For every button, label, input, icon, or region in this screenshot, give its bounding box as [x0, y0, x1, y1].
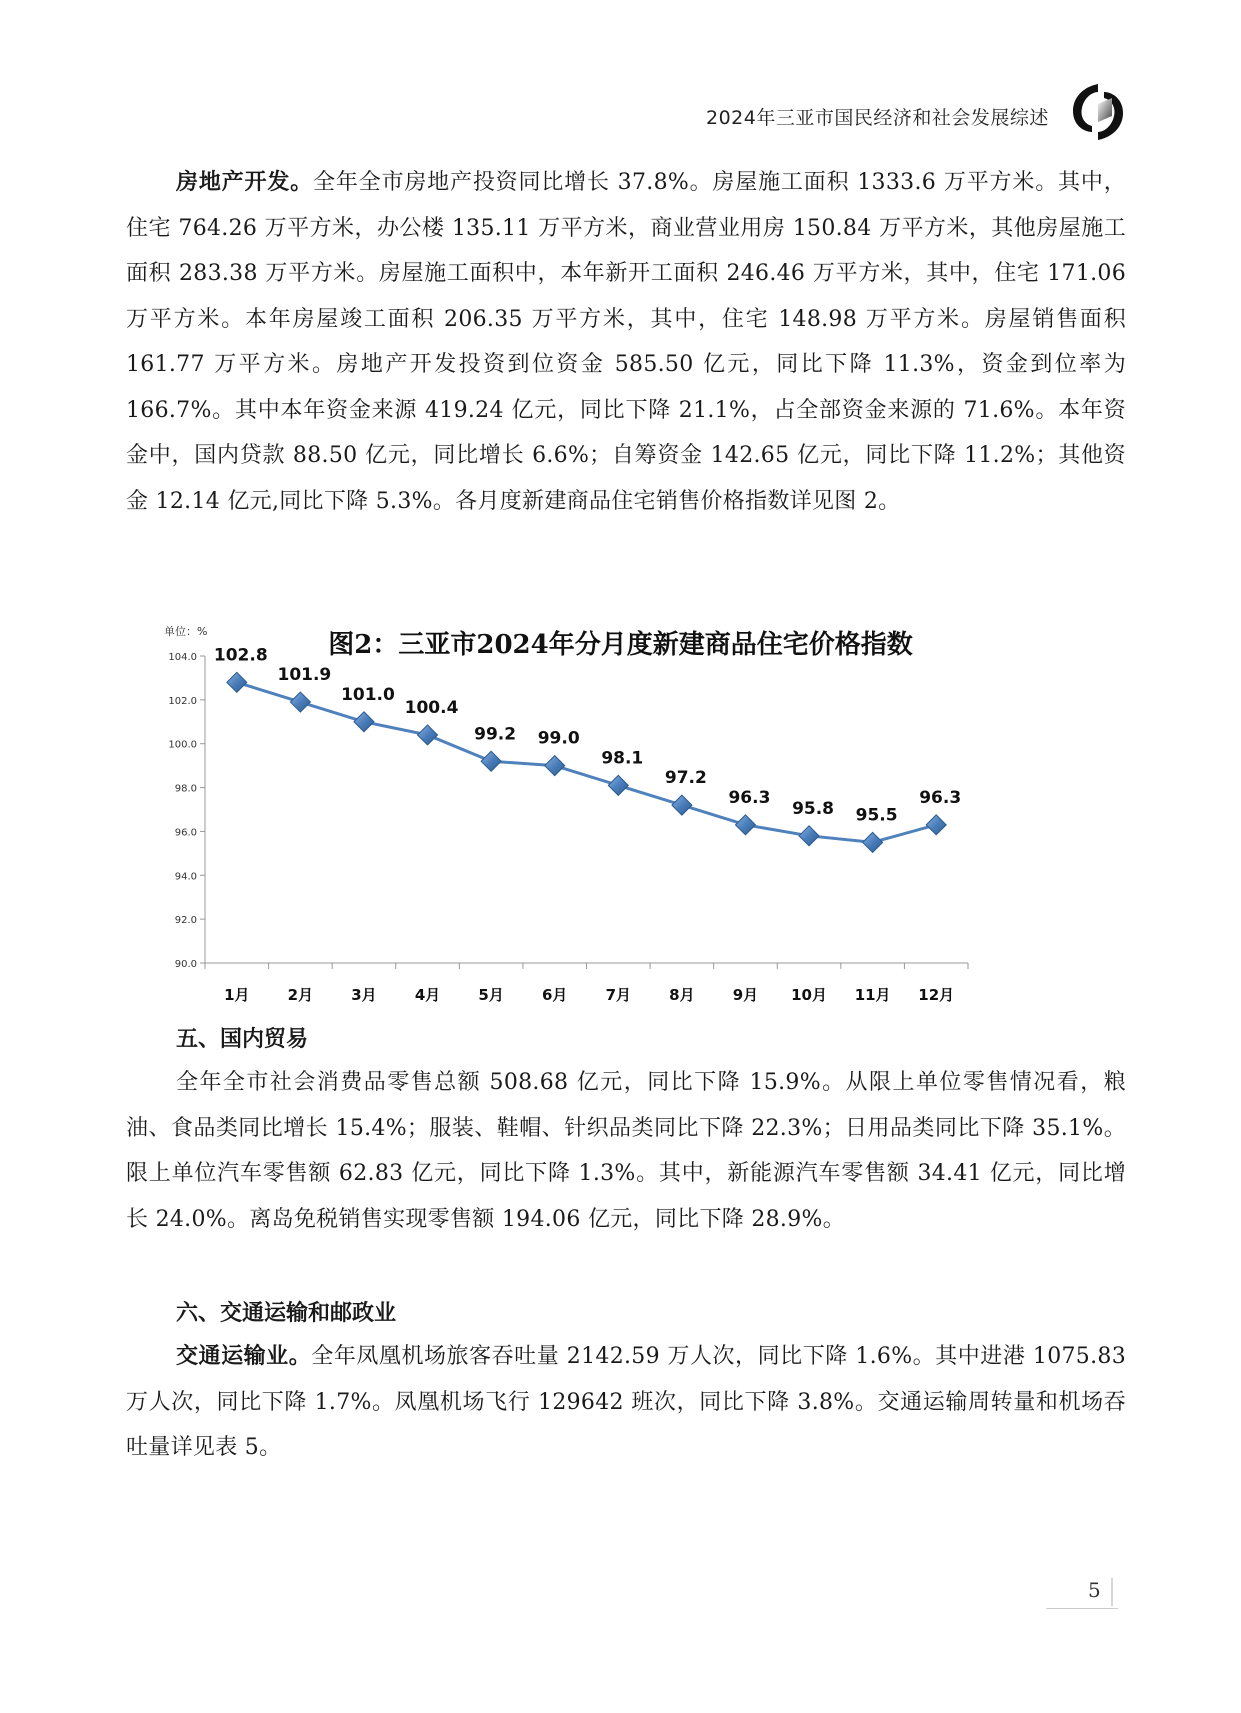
y-tick-label: 96.0: [174, 827, 197, 839]
data-label: 95.8: [792, 798, 835, 819]
x-tick-label: 12月: [918, 986, 955, 1004]
data-point-marker: [227, 672, 247, 692]
y-tick-label: 98.0: [174, 783, 197, 795]
data-point-marker: [608, 775, 628, 795]
transport-paragraph: [126, 1334, 1126, 1471]
y-tick-label: 104.0: [168, 652, 197, 663]
section-heading-transport: 六、交通运输和邮政业: [176, 1301, 397, 1326]
transport-lead: 交通运输业。: [176, 1343, 312, 1369]
x-tick-label: 4月: [414, 986, 441, 1004]
y-tick-label: 94.0: [174, 871, 197, 883]
x-tick-label: 8月: [669, 986, 695, 1004]
data-point-marker: [545, 756, 565, 776]
data-label: 102.8: [213, 645, 268, 666]
y-tick-label: 92.0: [174, 915, 197, 927]
y-tick-label: 100.0: [168, 739, 197, 751]
data-point-marker: [418, 725, 438, 745]
chart-title: 图2：三亚市2024年分月度新建商品住宅价格指数: [328, 630, 913, 660]
page-number: 5: [1088, 1578, 1101, 1602]
real-estate-paragraph: [126, 160, 1126, 524]
data-point-marker: [799, 826, 819, 846]
data-label: 100.4: [404, 697, 459, 718]
x-tick-label: 7月: [605, 986, 632, 1004]
data-label: 101.9: [277, 665, 332, 686]
x-tick-label: 11月: [854, 986, 891, 1004]
domestic-trade-paragraph: 全年全市社会消费品零售总额 508.68 亿元，同比下降 15.9%。从限上单位零售情况看，粮油、食品类同比增长 15.4%；服装、鞋帽、针织品类同比下降 22.3%；日用品类同比下降 35.1%。限上单位汽车零售额 62.83 亿元，同比下降 1.3%。其中，新能源汽车零售额 34.41 亿元，同比增长 24.0%。离岛免税销售实现零售额 194.06 亿元，同比下降 28.9%。: [126, 1070, 1126, 1232]
x-tick-label: 10月: [791, 986, 827, 1004]
data-label: 97.2: [664, 768, 707, 789]
price-index-line-chart: [160, 622, 980, 1022]
real-estate-text: 全年全市房地产投资同比增长 37.8%。房屋施工面积 1333.6 万平方米。其中，住宅 764.26 万平方米，办公楼 135.11 万平方米，商业营业用房 150.84 万平方米，其他房屋施工面积 283.38 万平方米。房屋施工面积中，本年新开工面积 246.46 万平方米，其中，住宅 171.06 万平方米。本年房屋竣工面积 206.35 万平方米，其中，住宅 148.98 万平方米。房屋销售面积 161.77 万平方米。房地产开发投资到位资金 585.50 亿元，同比下降 11.3%，资金到位率为 166.7%。其中本年资金来源 419.24 亿元，同比下降 21.1%，占全部资金来源的 71.6%。本年资金中，国内贷款 88.50 亿元，同比增长 6.6%；自筹资金 142.65 亿元，同比下降 11.2%；其他资金 12.14 亿元,同比下降 5.3%。各月度新建商品住宅销售价格指数详见图 2。: [126, 170, 1126, 514]
unit-label: 单位：%: [164, 625, 208, 638]
data-label: 95.5: [855, 805, 898, 826]
data-label: 98.1: [601, 748, 644, 769]
y-tick-label: 102.0: [168, 695, 197, 707]
section-heading-domestic-trade: 五、国内贸易: [176, 1027, 309, 1052]
data-label: 99.2: [474, 724, 517, 745]
x-tick-label: 5月: [478, 986, 504, 1004]
data-label: 96.3: [728, 787, 771, 808]
data-point-marker: [290, 692, 310, 712]
page-number-bar: [1111, 1578, 1113, 1606]
real-estate-lead: 房地产开发。: [176, 169, 314, 195]
statistics-bureau-logo-icon: [1068, 82, 1128, 142]
data-label: 101.0: [341, 684, 395, 705]
data-point-marker: [481, 751, 501, 771]
data-label: 99.0: [537, 728, 580, 749]
x-tick-label: 3月: [351, 986, 377, 1004]
document-header-title: 2024年三亚市国民经济和社会发展综述: [706, 107, 1049, 129]
data-point-marker: [735, 815, 755, 835]
x-tick-label: 6月: [541, 986, 568, 1004]
transport-text: 全年凤凰机场旅客吞吐量 2142.59 万人次，同比下降 1.6%。其中进港 1075.83 万人次，同比下降 1.7%。凤凰机场飞行 129642 班次，同比下降 3.8%。交通运输周转量和机场吞吐量详见表 5。: [126, 1344, 1126, 1460]
data-point-marker: [926, 815, 946, 835]
footer-rule: [1046, 1608, 1118, 1609]
x-tick-label: 2月: [287, 986, 314, 1004]
data-point-marker: [863, 832, 883, 852]
x-tick-label: 9月: [732, 986, 759, 1004]
data-label: 96.3: [919, 787, 962, 808]
y-tick-label: 90.0: [174, 959, 197, 970]
x-tick-label: 1月: [224, 986, 250, 1004]
data-point-marker: [354, 712, 374, 732]
data-point-marker: [672, 795, 692, 815]
